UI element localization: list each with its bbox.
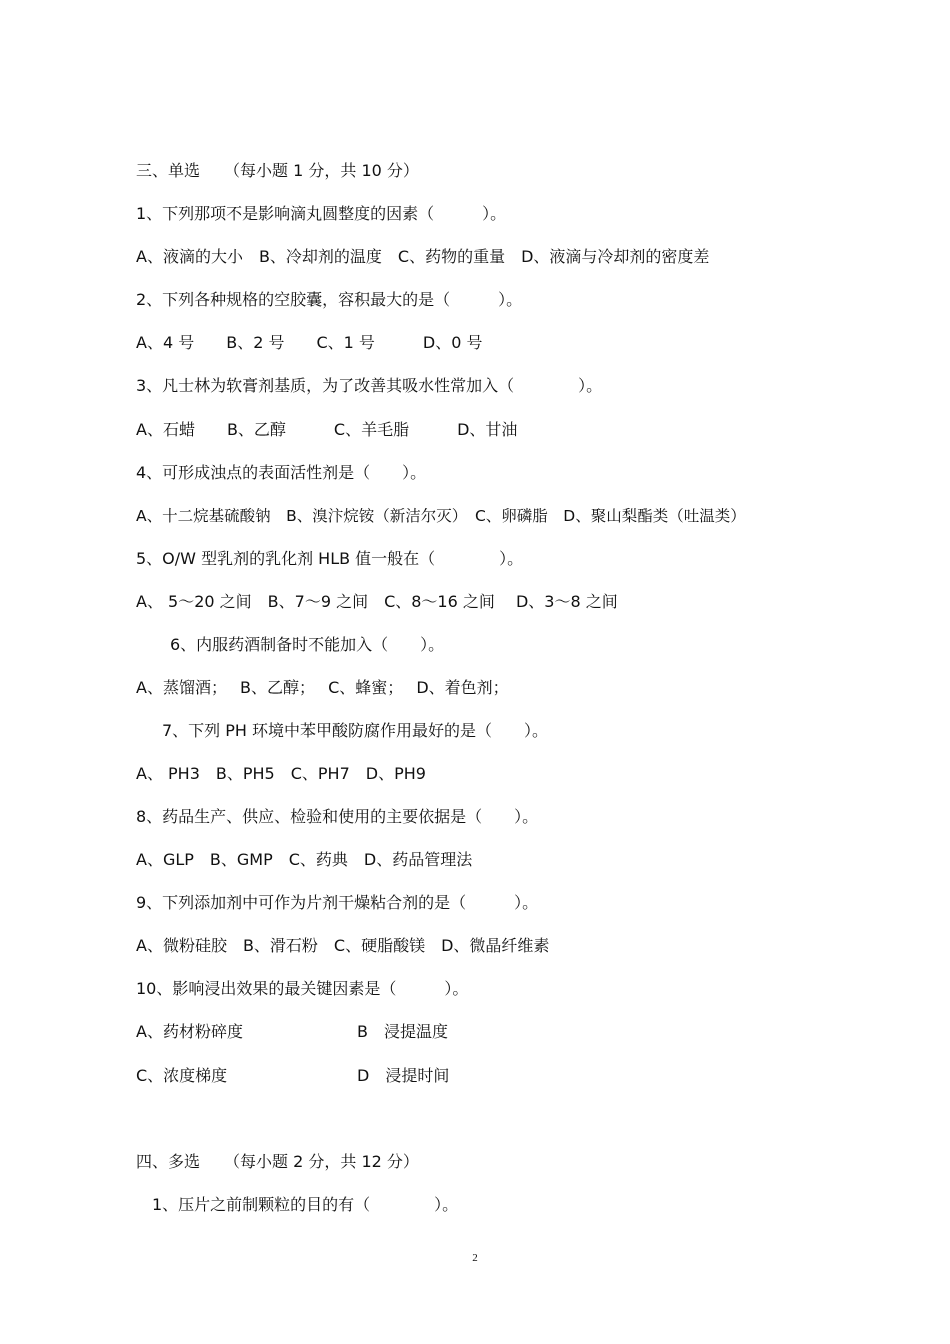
question-10-option-d: D 浸提时间 — [357, 1066, 450, 1085]
page-number: 2 — [472, 1252, 478, 1264]
question-7: 7、下列 PH 环境中苯甲酸防腐作用最好的是（ ）。 — [162, 721, 549, 740]
question-10-option-b: B 浸提温度 — [357, 1022, 448, 1041]
question-7-options: A、 PH3 B、PH5 C、PH7 D、PH9 — [136, 764, 426, 783]
question-1: 1、下列那项不是影响滴丸圆整度的因素（ ）。 — [136, 204, 507, 223]
question-9: 9、下列添加剂中可作为片剂干燥粘合剂的是（ ）。 — [136, 893, 539, 912]
question-2-options: A、4 号 B、2 号 C、1 号 D、0 号 — [136, 333, 483, 352]
question-3-options: A、石蜡 B、乙醇 C、羊毛脂 D、甘油 — [136, 420, 518, 439]
section-heading-single-choice: 三、单选 （每小题 1 分，共 10 分） — [136, 161, 419, 180]
question-10-option-c: C、浓度梯度 — [136, 1066, 228, 1085]
question-6: 6、内服药酒制备时不能加入（ ）。 — [170, 635, 445, 654]
question-10-option-a: A、药材粉碎度 — [136, 1022, 243, 1041]
question-3: 3、凡士林为软膏剂基质，为了改善其吸水性常加入（ ）。 — [136, 376, 603, 395]
question-6-options: A、蒸馏酒； B、乙醇； C、蜂蜜； D、着色剂； — [136, 678, 509, 697]
question-9-options: A、微粉硅胶 B、滑石粉 C、硬脂酸镁 D、微晶纤维素 — [136, 936, 550, 955]
question-8: 8、药品生产、供应、检验和使用的主要依据是（ ）。 — [136, 807, 539, 826]
question-5-options: A、 5～20 之间 B、7～9 之间 C、8～16 之间 D、3～8 之间 — [136, 592, 618, 611]
question-4-options: A、十二烷基硫酸钠 B、溴汴烷铵（新洁尔灭） C、卵磷脂 D、聚山梨酯类（吐温类） — [136, 507, 746, 525]
question-1-options: A、液滴的大小 B、冷却剂的温度 C、药物的重量 D、液滴与冷却剂的密度差 — [136, 247, 710, 266]
question-2: 2、下列各种规格的空胶囊，容积最大的是（ ）。 — [136, 290, 523, 309]
question-8-options: A、GLP B、GMP C、药典 D、药品管理法 — [136, 850, 473, 869]
question-4: 4、可形成浊点的表面活性剂是（ ）。 — [136, 463, 427, 482]
section-heading-multiple-choice: 四、多选 （每小题 2 分，共 12 分） — [136, 1152, 419, 1171]
question-5: 5、O/W 型乳剂的乳化剂 HLB 值一般在（ ）。 — [136, 549, 524, 568]
question-10: 10、影响浸出效果的最关键因素是（ ）。 — [136, 979, 469, 998]
multi-question-1: 1、压片之前制颗粒的目的有（ ）。 — [152, 1195, 459, 1214]
